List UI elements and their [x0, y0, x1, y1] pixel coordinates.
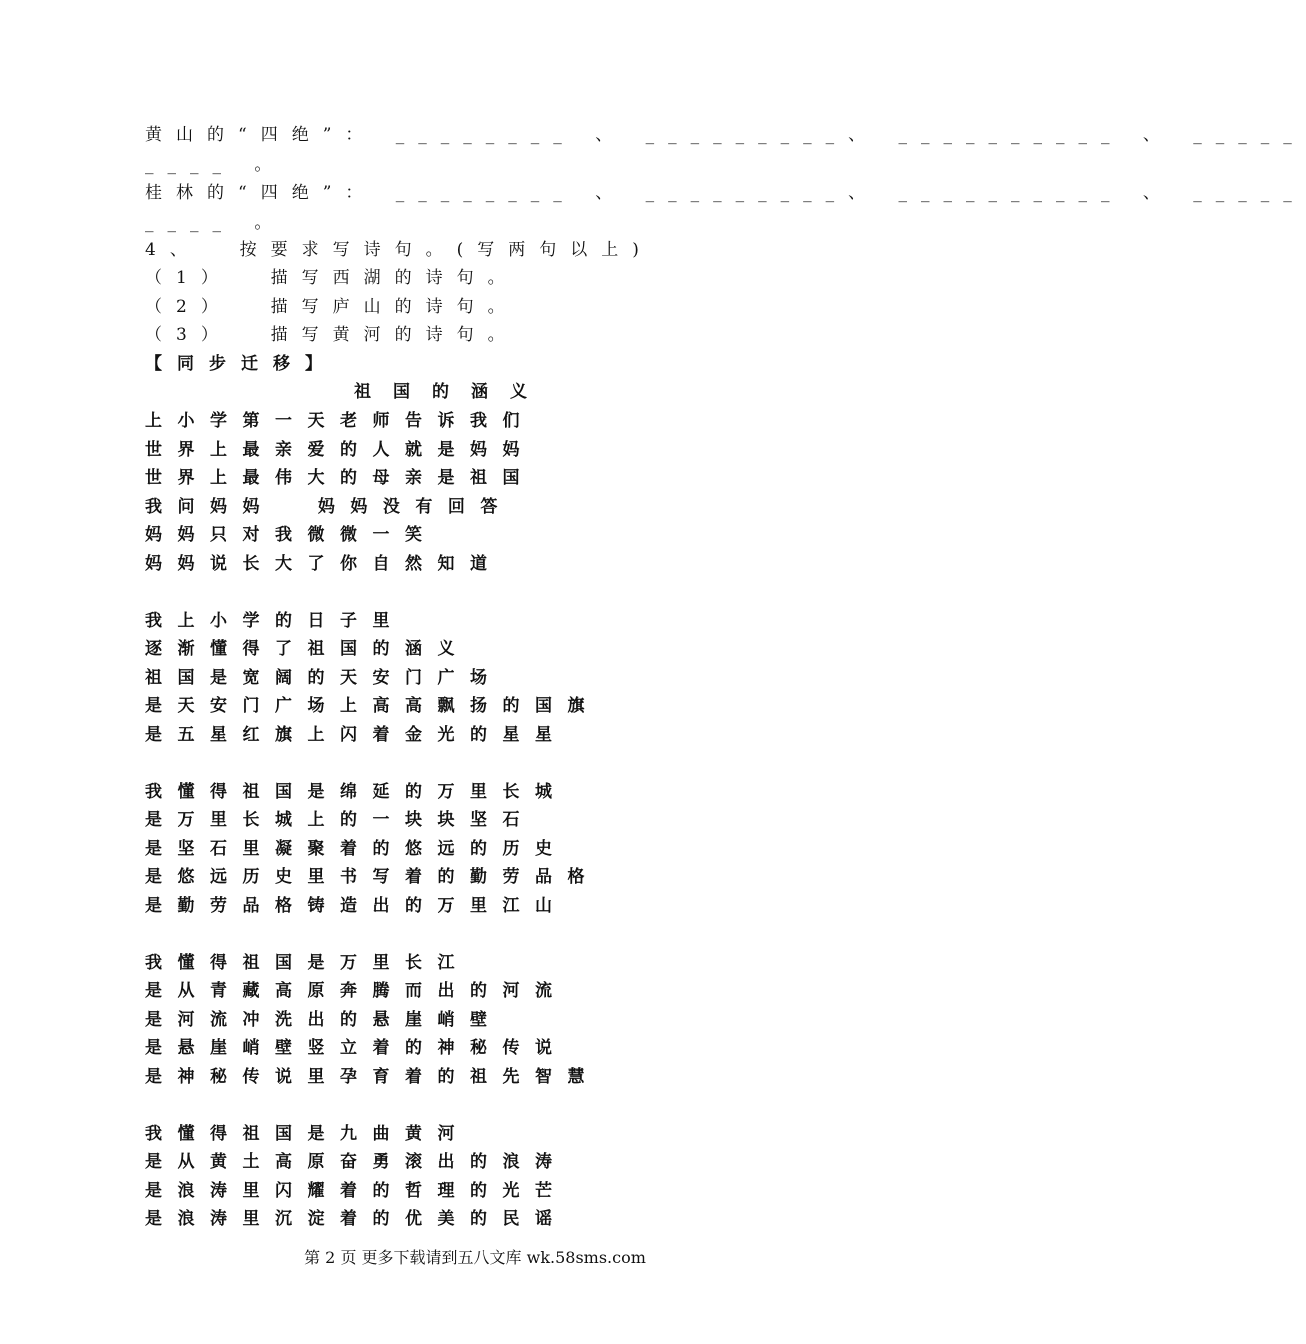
- poem-line: 是万里长城上的一块块坚石: [145, 810, 535, 830]
- question-4-3: （3） 描写黄河的诗句。: [145, 325, 519, 345]
- huangshan-question-cont: ____ 。: [145, 155, 286, 175]
- poem-line: 是五星红旗上闪着金光的星星: [145, 724, 568, 745]
- poem-line: 是天安门广场上高高飘扬的国旗: [145, 696, 600, 716]
- guilin-question: 桂林的“四绝”： ________ 、 _________、 __________ 、 _____: [145, 183, 1306, 203]
- poem-line: 是浪涛里闪耀着的哲理的光芒: [145, 1180, 568, 1201]
- poem-line: 我懂得祖国是九曲黄河: [145, 1123, 470, 1144]
- page-footer: 第 2 页 更多下载请到五八文库 wk.58sms.com: [304, 1248, 646, 1267]
- poem-line: 世界上最亲爱的人就是妈妈: [145, 439, 535, 460]
- poem-line: 是悠远历史里书写着的勤劳品格: [145, 867, 600, 887]
- poem-line: 是神秘传说里孕育着的祖先智慧: [145, 1066, 600, 1087]
- section-header: 【同步迁移】: [145, 354, 337, 374]
- poem-line: 我懂得祖国是绵延的万里长城: [145, 781, 568, 802]
- huangshan-question: 黄山的“四绝”： ________ 、 _________、 __________ 、 _____: [145, 125, 1306, 145]
- poem-line: 世界上最伟大的母亲是祖国: [145, 468, 535, 488]
- poem-line: 是坚石里凝聚着的悠远的历史: [145, 838, 568, 859]
- poem-line: 祖国是宽阔的天安门广场: [145, 667, 503, 688]
- poem-line: 是河流冲洗出的悬崖峭壁: [145, 1009, 503, 1030]
- question-4-2: （2） 描写庐山的诗句。: [145, 297, 519, 317]
- guilin-question-cont: ____ 。: [145, 213, 286, 233]
- poem-line: 妈妈只对我微微一笑: [145, 525, 438, 545]
- poem-line: 妈妈说长大了你自然知道: [145, 553, 503, 574]
- poem-line: 是悬崖峭壁竖立着的神秘传说: [145, 1038, 568, 1058]
- poem-line: 逐渐懂得了祖国的涵义: [145, 639, 470, 659]
- poem-line: 是从青藏高原奔腾而出的河流: [145, 981, 568, 1001]
- poem-title: 祖国的涵义: [354, 382, 549, 402]
- poem-line: 是勤劳品格铸造出的万里江山: [145, 895, 568, 916]
- poem-line: 我上小学的日子里: [145, 610, 405, 631]
- poem-line: 是从黄土高原奋勇滚出的浪涛: [145, 1152, 568, 1172]
- poem-line: 是浪涛里沉淀着的优美的民谣: [145, 1209, 568, 1229]
- poem-line: 上小学第一天老师告诉我们: [145, 411, 535, 431]
- poem-line: 我懂得祖国是万里长江: [145, 952, 470, 973]
- poem-line: 我问妈妈 妈妈没有回答: [145, 496, 513, 517]
- question-4-1: （1） 描写西湖的诗句。: [145, 268, 519, 288]
- question-4: 4、 按要求写诗句。(写两句以上): [145, 240, 653, 260]
